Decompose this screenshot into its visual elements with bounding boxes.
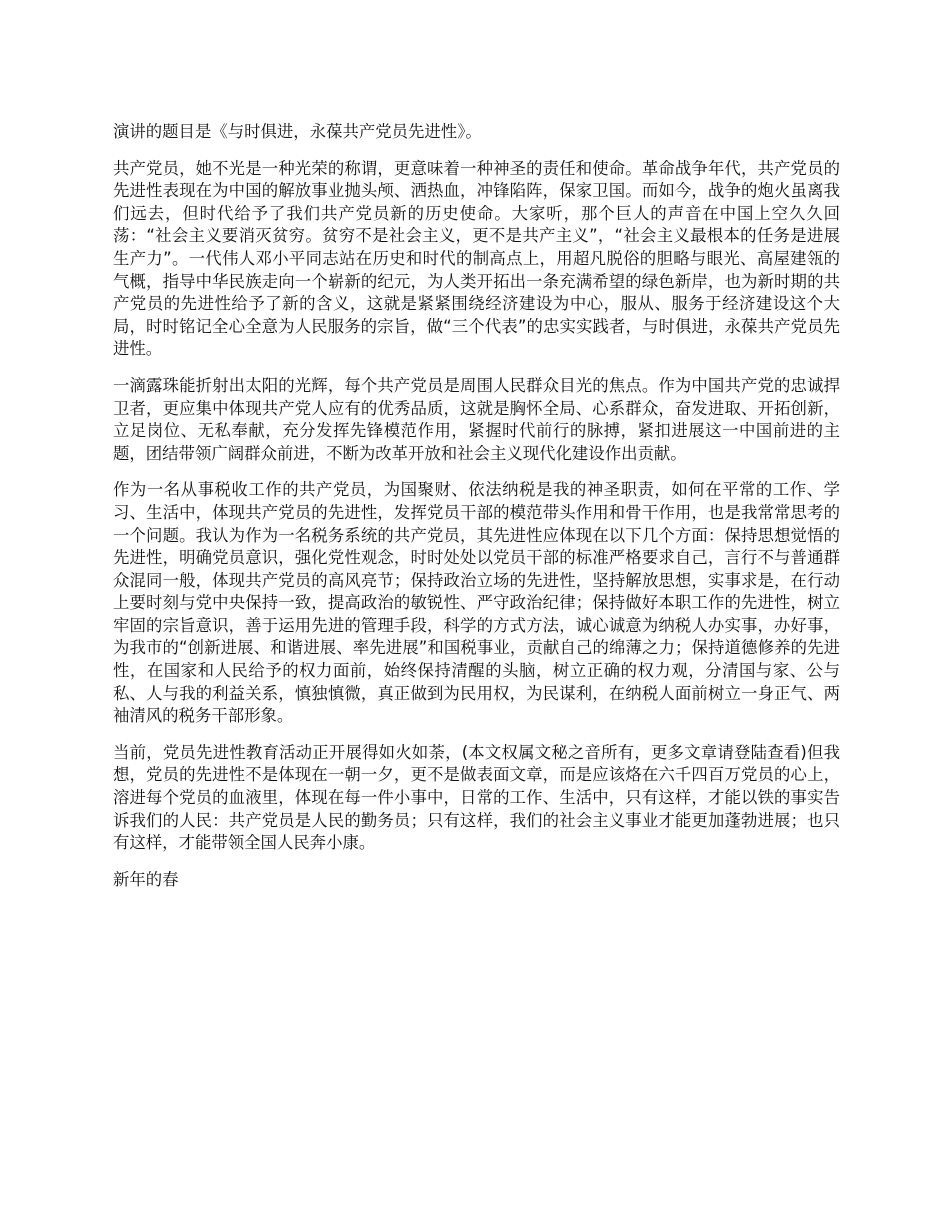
paragraph-title-line: 演讲的题目是《与时俱进，永葆共产党员先进性》。 [113, 122, 482, 141]
paragraph-current-activity: 当前，党员先进性教育活动正开展得如火如荼，(本文权属文秘之音所有，更多文章请登陆查看)但我想，党员的先进性不是体现在一朝一夕，更不是做表面文章，而是应该烙在六千四百万党员的心上，溶进每个党员的血液里，体现在每一件小事中，日常的工作、生活中，只有这样，才能以铁的事实告诉我们的人民：共产党员是人民的勤务员；只有这样，我们的社会主义事业才能更加蓬勃进展；也只有这样，才能带领全国人民奔小康。 [113, 742, 840, 853]
paragraph-fragment: 新年的春 [113, 869, 179, 889]
paragraph-dewdrop: 一滴露珠能折射出太阳的光辉，每个共产党员是周围人民群众目光的焦点。作为中国共产党的忠诚捍卫者，更应集中体现共产党人应有的优秀品质，这就是胸怀全局、心系群众，奋发进取、开拓创新，立足岗位、无私奉献，充分发挥先锋模范作用，紧握时代前行的脉搏，紧扣进展这一中国前进的主题，团结带领广阔群众前进，不断为改革开放和社会主义现代化建设作出贡献。 [113, 375, 840, 463]
paragraph-mission: 共产党员，她不光是一种光荣的称谓，更意味着一种神圣的责任和使命。革命战争年代，共产党员的先进性表现在为中国的解放事业抛头颅、洒热血，冲锋陷阵，保家卫国。而如今，战争的炮火虽离我们远去，但时代给予了我们共产党员新的历史使命。大家听，那个巨人的声音在中国上空久久回荡：“社会主义要消灭贫穷。贫穷不是社会主义，更不是共产主义”，“社会主义最根本的任务是进展生产力”。一代伟人邓小平同志站在历史和时代的制高点上，用超凡脱俗的胆略与眼光、高屋建瓴的气概，指导中华民族走向一个崭新的纪元，为人类开拓出一条充满希望的绿色新岸，也为新时期的共产党员的先进性给予了新的含义，这就是紧紧围绕经济建设为中心，服从、服务于经济建设这个大局，时时铭记全心全意为人民服务的宗旨，做“三个代表”的忠实实践者，与时俱进，永葆共产党员先进性。 [113, 158, 840, 359]
document-body [113, 121, 840, 905]
paragraph-tax-work: 作为一名从事税收工作的共产党员，为国聚财、依法纳税是我的神圣职责，如何在平常的工作、学习、生活中，体现共产党员的先进性，发挥党员干部的模范带头作用和骨干作用，也是我常常思考的一个问题。我认为作为一名税务系统的共产党员，其先进性应体现在以下几个方面：保持思想觉悟的先进性，明确党员意识，强化党性观念，时时处处以党员干部的标准严格要求自己，言行不与普通群众混同一般，体现共产党员的高风亮节；保持政治立场的先进性，坚持解放思想，实事求是，在行动上要时刻与党中央保持一致，提高政治的敏锐性、严守政治纪律；保持做好本职工作的先进性，树立牢固的宗旨意识，善于运用先进的管理手段，科学的方式方法，诚心诚意为纳税人办实事，办好事，为我市的“创新进展、和谐进展、率先进展”和国税事业，贡献自己的绵薄之力；保持道德修养的先进性，在国家和人民给予的权力面前，始终保持清醒的头脑，树立正确的权力观，分清国与家、公与私、人与我的利益关系，慎独慎微，真正做到为民用权，为民谋利，在纳税人面前树立一身正气、两袖清风的税务干部形象。 [113, 480, 840, 726]
